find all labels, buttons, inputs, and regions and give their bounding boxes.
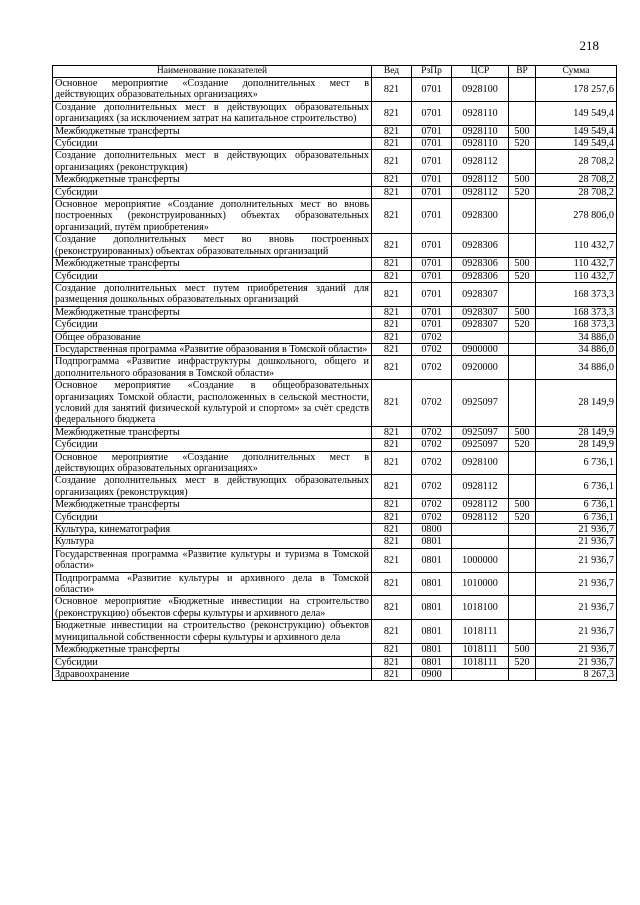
cell-name: Субсидии (53, 511, 372, 523)
cell-sum: 6 736,1 (536, 511, 617, 523)
cell-vr: 520 (509, 511, 536, 523)
cell-sum: 21 936,7 (536, 620, 617, 644)
cell-vr: 500 (509, 499, 536, 511)
cell-csr (452, 524, 509, 536)
cell-vr (509, 199, 536, 234)
table-row (53, 270, 617, 282)
cell-ved: 821 (372, 270, 412, 282)
cell-rzpr: 0701 (412, 319, 452, 331)
table-row (53, 426, 617, 438)
cell-vr (509, 451, 536, 475)
cell-rzpr: 0900 (412, 668, 452, 680)
cell-vr: 500 (509, 174, 536, 186)
header-ved: Вед (372, 66, 412, 78)
cell-name: Создание дополнительных мест во вновь построенных (реконструированных) объектах образовательных организаций (53, 234, 372, 258)
cell-rzpr: 0801 (412, 644, 452, 656)
cell-name: Создание дополнительных мест в действующих образовательных организациях (реконструкция) (53, 150, 372, 174)
cell-ved: 821 (372, 656, 412, 668)
cell-name: Субсидии (53, 656, 372, 668)
table-row (53, 306, 617, 318)
cell-csr: 0928110 (452, 138, 509, 150)
cell-sum: 168 373,3 (536, 306, 617, 318)
cell-rzpr: 0702 (412, 439, 452, 451)
cell-csr (452, 668, 509, 680)
cell-vr (509, 620, 536, 644)
cell-vr: 500 (509, 426, 536, 438)
cell-name: Межбюджетные трансферты (53, 644, 372, 656)
cell-ved: 821 (372, 258, 412, 270)
cell-ved: 821 (372, 174, 412, 186)
cell-name: Создание дополнительных мест путем приобретения зданий для размещения дошкольных образовательных организаций (53, 282, 372, 306)
cell-sum: 168 373,3 (536, 282, 617, 306)
cell-name: Культура (53, 536, 372, 548)
cell-csr: 0928306 (452, 258, 509, 270)
cell-csr: 0920000 (452, 356, 509, 380)
cell-rzpr: 0801 (412, 656, 452, 668)
cell-rzpr: 0701 (412, 101, 452, 125)
cell-sum: 28 149,9 (536, 380, 617, 427)
table-row (53, 258, 617, 270)
cell-vr (509, 150, 536, 174)
cell-vr (509, 524, 536, 536)
table-row (53, 234, 617, 258)
cell-rzpr: 0800 (412, 524, 452, 536)
cell-sum: 34 886,0 (536, 343, 617, 355)
table-row (53, 174, 617, 186)
cell-vr: 500 (509, 306, 536, 318)
cell-csr: 1010000 (452, 572, 509, 596)
cell-sum: 21 936,7 (536, 524, 617, 536)
table-row (53, 331, 617, 343)
cell-rzpr: 0701 (412, 174, 452, 186)
header-csr: ЦСР (452, 66, 509, 78)
cell-rzpr: 0702 (412, 356, 452, 380)
cell-ved: 821 (372, 306, 412, 318)
cell-ved: 821 (372, 199, 412, 234)
cell-sum: 21 936,7 (536, 596, 617, 620)
cell-sum: 28 149,9 (536, 439, 617, 451)
cell-ved: 821 (372, 356, 412, 380)
cell-csr: 0928112 (452, 174, 509, 186)
cell-sum: 6 736,1 (536, 499, 617, 511)
cell-csr (452, 536, 509, 548)
cell-csr: 1018100 (452, 596, 509, 620)
table-row (53, 451, 617, 475)
table-row (53, 572, 617, 596)
table-row (53, 656, 617, 668)
cell-ved: 821 (372, 319, 412, 331)
cell-name: Основное мероприятие «Бюджетные инвестиции на строительство (реконструкцию) объектов сферы культуры и архивного дела» (53, 596, 372, 620)
table-body (53, 78, 617, 681)
cell-ved: 821 (372, 234, 412, 258)
cell-rzpr: 0702 (412, 499, 452, 511)
table-row (53, 138, 617, 150)
table-row (53, 282, 617, 306)
cell-rzpr: 0801 (412, 620, 452, 644)
cell-sum: 178 257,6 (536, 78, 617, 102)
cell-csr: 0928307 (452, 282, 509, 306)
cell-ved: 821 (372, 426, 412, 438)
cell-vr (509, 101, 536, 125)
cell-csr: 0928110 (452, 101, 509, 125)
cell-name: Субсидии (53, 319, 372, 331)
cell-vr: 500 (509, 644, 536, 656)
cell-vr (509, 234, 536, 258)
cell-rzpr: 0801 (412, 572, 452, 596)
cell-ved: 821 (372, 511, 412, 523)
cell-sum: 21 936,7 (536, 644, 617, 656)
table-row (53, 356, 617, 380)
cell-csr: 1018111 (452, 620, 509, 644)
cell-name: Государственная программа «Развитие культуры и туризма в Томской области» (53, 548, 372, 572)
cell-sum: 8 267,3 (536, 668, 617, 680)
cell-ved: 821 (372, 536, 412, 548)
cell-ved: 821 (372, 475, 412, 499)
cell-vr (509, 78, 536, 102)
cell-rzpr: 0701 (412, 199, 452, 234)
table-row (53, 548, 617, 572)
cell-sum: 21 936,7 (536, 548, 617, 572)
cell-sum: 6 736,1 (536, 451, 617, 475)
cell-name: Субсидии (53, 186, 372, 198)
cell-csr: 0928307 (452, 319, 509, 331)
table-row (53, 620, 617, 644)
cell-name: Межбюджетные трансферты (53, 426, 372, 438)
cell-name: Межбюджетные трансферты (53, 306, 372, 318)
table-header-row (53, 66, 617, 78)
cell-csr: 0928110 (452, 125, 509, 137)
cell-rzpr: 0701 (412, 270, 452, 282)
cell-vr (509, 380, 536, 427)
cell-rzpr: 0701 (412, 282, 452, 306)
header-rzpr: РзПр (412, 66, 452, 78)
cell-csr: 0928112 (452, 475, 509, 499)
cell-rzpr: 0701 (412, 138, 452, 150)
cell-ved: 821 (372, 78, 412, 102)
table-row (53, 319, 617, 331)
cell-csr: 0928112 (452, 150, 509, 174)
cell-rzpr: 0701 (412, 150, 452, 174)
table-row (53, 596, 617, 620)
table-row (53, 644, 617, 656)
cell-rzpr: 0702 (412, 343, 452, 355)
cell-vr: 520 (509, 319, 536, 331)
cell-name: Подпрограмма «Развитие инфраструктуры дошкольного, общего и дополнительного образования в Томской области» (53, 356, 372, 380)
cell-ved: 821 (372, 439, 412, 451)
cell-rzpr: 0701 (412, 125, 452, 137)
cell-vr (509, 356, 536, 380)
budget-table (52, 65, 617, 681)
cell-rzpr: 0702 (412, 380, 452, 427)
cell-name: Субсидии (53, 270, 372, 282)
cell-csr: 1000000 (452, 548, 509, 572)
table-row (53, 343, 617, 355)
cell-ved: 821 (372, 644, 412, 656)
cell-csr: 0928307 (452, 306, 509, 318)
cell-rzpr: 0702 (412, 331, 452, 343)
cell-name: Государственная программа «Развитие образования в Томской области» (53, 343, 372, 355)
cell-ved: 821 (372, 524, 412, 536)
table-row (53, 125, 617, 137)
cell-csr: 0928100 (452, 451, 509, 475)
cell-ved: 821 (372, 499, 412, 511)
table-row (53, 186, 617, 198)
cell-rzpr: 0701 (412, 234, 452, 258)
cell-sum: 110 432,7 (536, 270, 617, 282)
cell-csr: 0928306 (452, 234, 509, 258)
cell-rzpr: 0701 (412, 78, 452, 102)
cell-sum: 34 886,0 (536, 356, 617, 380)
cell-vr (509, 343, 536, 355)
cell-name: Культура, кинематография (53, 524, 372, 536)
cell-name: Здравоохранение (53, 668, 372, 680)
table-row (53, 439, 617, 451)
cell-sum: 149 549,4 (536, 101, 617, 125)
cell-ved: 821 (372, 150, 412, 174)
page-number: 218 (579, 38, 599, 53)
cell-vr (509, 548, 536, 572)
cell-sum: 28 708,2 (536, 186, 617, 198)
cell-sum: 278 806,0 (536, 199, 617, 234)
cell-sum: 21 936,7 (536, 572, 617, 596)
cell-name: Основное мероприятие «Создание дополнительных мест во вновь построенных (реконструированных) объектах образовательных организаций, путём приобретения» (53, 199, 372, 234)
cell-csr: 0925097 (452, 380, 509, 427)
cell-name: Межбюджетные трансферты (53, 174, 372, 186)
cell-name: Общее образование (53, 331, 372, 343)
cell-csr: 0928300 (452, 199, 509, 234)
cell-vr: 500 (509, 125, 536, 137)
header-name: Наименование показателей (53, 66, 372, 78)
cell-ved: 821 (372, 620, 412, 644)
table-row (53, 475, 617, 499)
cell-ved: 821 (372, 572, 412, 596)
table-row (53, 536, 617, 548)
cell-sum: 21 936,7 (536, 536, 617, 548)
cell-csr: 0928306 (452, 270, 509, 282)
cell-sum: 21 936,7 (536, 656, 617, 668)
cell-sum: 28 149,9 (536, 426, 617, 438)
cell-name: Создание дополнительных мест в действующих образовательных организациях (реконструкция) (53, 475, 372, 499)
cell-ved: 821 (372, 138, 412, 150)
cell-rzpr: 0701 (412, 186, 452, 198)
cell-sum: 149 549,4 (536, 125, 617, 137)
table-row (53, 511, 617, 523)
cell-ved: 821 (372, 101, 412, 125)
cell-sum: 168 373,3 (536, 319, 617, 331)
cell-name: Межбюджетные трансферты (53, 499, 372, 511)
cell-vr (509, 475, 536, 499)
cell-vr: 500 (509, 258, 536, 270)
cell-csr: 1018111 (452, 644, 509, 656)
table-row (53, 524, 617, 536)
cell-ved: 821 (372, 343, 412, 355)
header-vr: ВР (509, 66, 536, 78)
table-row (53, 150, 617, 174)
table-row (53, 199, 617, 234)
cell-name: Подпрограмма «Развитие культуры и архивного дела в Томской области» (53, 572, 372, 596)
table-row (53, 668, 617, 680)
cell-sum: 110 432,7 (536, 234, 617, 258)
cell-sum: 6 736,1 (536, 475, 617, 499)
table-row (53, 499, 617, 511)
cell-ved: 821 (372, 331, 412, 343)
cell-ved: 821 (372, 596, 412, 620)
cell-csr: 0928112 (452, 186, 509, 198)
cell-ved: 821 (372, 668, 412, 680)
cell-csr: 0928100 (452, 78, 509, 102)
cell-csr (452, 331, 509, 343)
cell-sum: 34 886,0 (536, 331, 617, 343)
cell-name: Субсидии (53, 138, 372, 150)
cell-name: Создание дополнительных мест в действующих образовательных организациях (за исключением затрат на капитальное строительство) (53, 101, 372, 125)
cell-ved: 821 (372, 451, 412, 475)
cell-ved: 821 (372, 548, 412, 572)
cell-vr: 520 (509, 138, 536, 150)
cell-rzpr: 0801 (412, 548, 452, 572)
cell-rzpr: 0801 (412, 596, 452, 620)
cell-rzpr: 0702 (412, 426, 452, 438)
cell-vr: 520 (509, 186, 536, 198)
cell-csr: 0928112 (452, 499, 509, 511)
cell-vr: 520 (509, 656, 536, 668)
cell-csr: 0925097 (452, 439, 509, 451)
cell-name: Бюджетные инвестиции на строительство (реконструкцию) объектов муниципальной собственности сферы культуры и архивного дела (53, 620, 372, 644)
cell-ved: 821 (372, 186, 412, 198)
cell-name: Межбюджетные трансферты (53, 258, 372, 270)
cell-rzpr: 0801 (412, 536, 452, 548)
cell-vr (509, 282, 536, 306)
cell-ved: 821 (372, 380, 412, 427)
cell-vr (509, 331, 536, 343)
cell-vr (509, 596, 536, 620)
cell-vr (509, 536, 536, 548)
cell-csr: 0925097 (452, 426, 509, 438)
cell-ved: 821 (372, 282, 412, 306)
cell-csr: 1018111 (452, 656, 509, 668)
cell-rzpr: 0702 (412, 451, 452, 475)
cell-name: Основное мероприятие «Создание дополнительных мест в действующих образовательных организациях» (53, 78, 372, 102)
cell-vr: 520 (509, 270, 536, 282)
cell-sum: 28 708,2 (536, 150, 617, 174)
table-row (53, 78, 617, 102)
cell-vr: 520 (509, 439, 536, 451)
cell-csr: 0928112 (452, 511, 509, 523)
cell-rzpr: 0702 (412, 511, 452, 523)
cell-rzpr: 0701 (412, 258, 452, 270)
cell-rzpr: 0701 (412, 306, 452, 318)
cell-sum: 149 549,4 (536, 138, 617, 150)
cell-name: Межбюджетные трансферты (53, 125, 372, 137)
cell-sum: 28 708,2 (536, 174, 617, 186)
cell-name: Основное мероприятие «Создание дополнительных мест в действующих образовательных организациях» (53, 451, 372, 475)
table-row (53, 380, 617, 427)
cell-vr (509, 572, 536, 596)
cell-sum: 110 432,7 (536, 258, 617, 270)
cell-ved: 821 (372, 125, 412, 137)
table-row (53, 101, 617, 125)
cell-rzpr: 0702 (412, 475, 452, 499)
cell-csr: 0900000 (452, 343, 509, 355)
cell-name: Субсидии (53, 439, 372, 451)
cell-vr (509, 668, 536, 680)
cell-name: Основное мероприятие «Создание в общеобразовательных организациях Томской области, расположенных в сельской местности, условий для занятий физической культурой и спортом» за счёт средств федерального бюджета (53, 380, 372, 427)
header-sum: Сумма (536, 66, 617, 78)
